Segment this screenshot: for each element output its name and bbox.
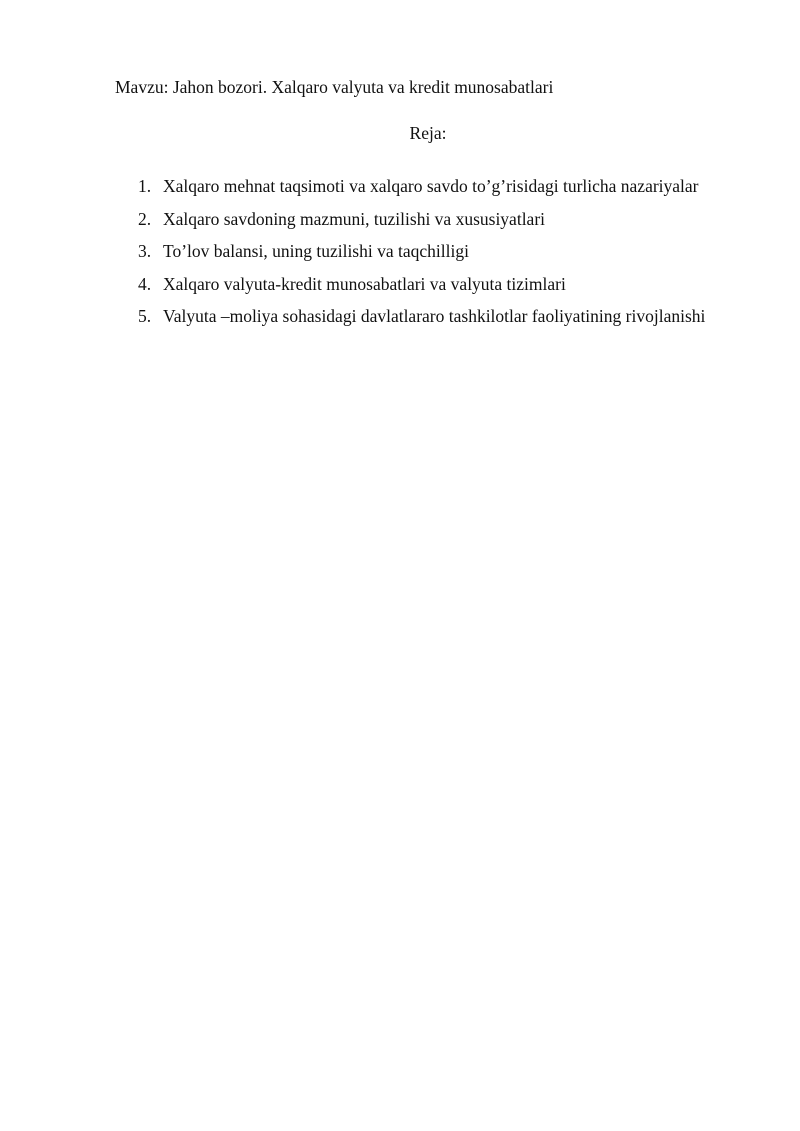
plan-item-number: 1. [138, 176, 152, 196]
plan-item-text: Valyuta –moliya sohasidagi davlatlararo tashkilotlar faoliyatining rivojlanishi [163, 306, 706, 326]
plan-item-text: Xalqaro mehnat taqsimoti va xalqaro savdo to’g’risidagi turlicha nazariyalar [163, 176, 699, 196]
plan-item-2 [138, 203, 758, 236]
plan-item-5 [138, 300, 758, 333]
plan-item-text: Xalqaro valyuta-kredit munosabatlari va valyuta tizimlari [163, 273, 566, 294]
plan-item-4 [138, 268, 758, 301]
document-topic: Mavzu: Jahon bozori. Xalqaro valyuta va kredit munosabatlari [115, 77, 554, 97]
plan-item-text: To’lov balansi, uning tuzilishi va taqchilligi [163, 241, 469, 261]
plan-item-number: 4. [138, 273, 152, 294]
plan-heading: Reja: [409, 123, 447, 143]
plan-item-text: Xalqaro savdoning mazmuni, tuzilishi va xususiyatlari [163, 208, 546, 229]
plan-item-1 [138, 170, 758, 203]
plan-item-number: 2. [138, 208, 152, 229]
plan-list [138, 170, 758, 333]
plan-item-number: 3. [138, 241, 152, 261]
plan-item-3 [138, 235, 758, 268]
plan-item-number: 5. [138, 306, 152, 326]
